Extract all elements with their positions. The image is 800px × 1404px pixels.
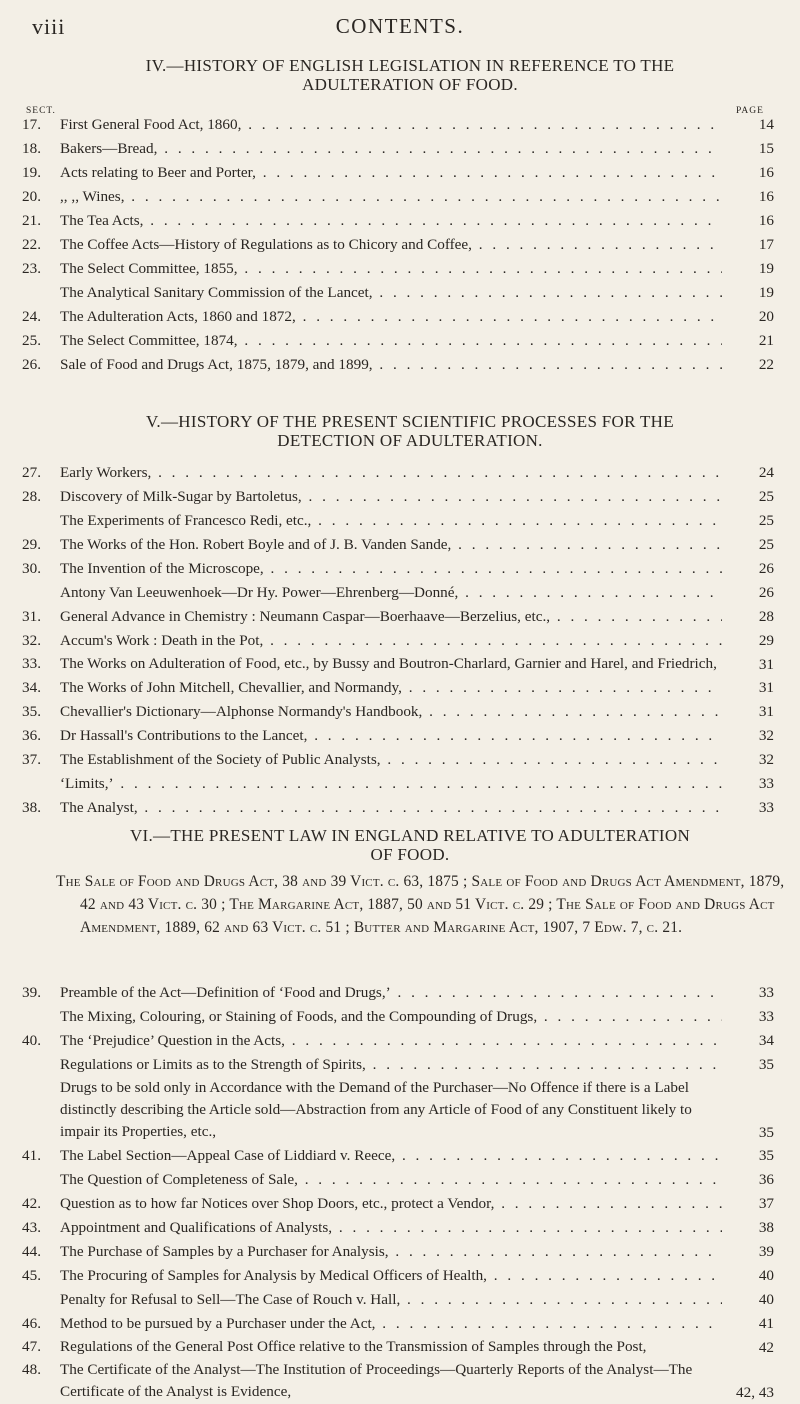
entry-title: Bakers—Bread, . . . bbox=[60, 137, 722, 161]
entry-page-number: 21 bbox=[758, 332, 774, 349]
entry-section-number: 22. bbox=[22, 236, 41, 253]
entry-title: The Invention of the Microscope, . . . bbox=[60, 557, 722, 581]
statutes-paragraph: The Sale of Food and Drugs Act, 38 and 39 Vict. c. 63, 1875 ; Sale of Food and Drugs Act Amendment, 1879, 42 and 43 Vict. c. 30 ; The Margarine Act, 1887, 50 and 51 Vict. c. 29 ; The Sale of Food and Drugs Act Amendment, 1889, 62 and 63 Vict. c. 51 ; Butter and Margarine Act, 1907, 7 Edw. 7, c. 21. bbox=[56, 873, 785, 936]
entry-title: The Adulteration Acts, 1860 and 1872, . . . bbox=[60, 305, 722, 329]
entry-title: ‘Limits,’ . . . bbox=[60, 772, 722, 796]
entry-page-number: 42, 43 bbox=[736, 1384, 774, 1401]
section-6-entries bbox=[22, 981, 782, 1404]
entry-page-number: 26 bbox=[758, 584, 774, 601]
entry-section-number: 45. bbox=[22, 1267, 41, 1284]
entry-page-number: 32 bbox=[758, 727, 774, 744]
toc-entry bbox=[22, 1168, 782, 1192]
entry-page-number: 16 bbox=[758, 164, 774, 181]
entry-title: Regulations of the General Post Office relative to the Transmission of Samples through the Post, bbox=[60, 1338, 647, 1355]
entry-title: ,, ,, Wines, . . . bbox=[60, 185, 722, 209]
toc-entry bbox=[22, 485, 782, 509]
entry-title: The Analytical Sanitary Commission of the Lancet, . . . bbox=[60, 281, 722, 305]
entry-section-number: 48. bbox=[22, 1361, 41, 1378]
entry-title: The Works of John Mitchell, Chevallier, and Normandy, . . . bbox=[60, 676, 722, 700]
entry-section-number: 31. bbox=[22, 608, 41, 625]
entry-title: The Label Section—Appeal Case of Liddiard v. Reece, . . . bbox=[60, 1144, 722, 1168]
entry-title: The Works of the Hon. Robert Boyle and of J. B. Vanden Sande, . . . bbox=[60, 533, 722, 557]
entry-page-number: 19 bbox=[758, 260, 774, 277]
page-number: viii bbox=[32, 14, 66, 39]
entry-section-number: 25. bbox=[22, 332, 41, 349]
entry-page-number: 25 bbox=[758, 488, 774, 505]
entry-title: Early Workers, . . . bbox=[60, 461, 722, 485]
toc-entry bbox=[22, 1264, 782, 1288]
section-5-title bbox=[40, 412, 780, 450]
entry-page-number: 31 bbox=[758, 679, 774, 696]
toc-entry bbox=[22, 329, 782, 353]
toc-entry bbox=[22, 113, 782, 137]
toc-entry bbox=[22, 233, 782, 257]
entry-title: The Procuring of Samples for Analysis by Medical Officers of Health, . . . bbox=[60, 1264, 722, 1288]
entry-title: The Coffee Acts—History of Regulations as to Chicory and Coffee, . . . bbox=[60, 233, 722, 257]
entry-section-number: 23. bbox=[22, 260, 41, 277]
entry-page-number: 29 bbox=[758, 632, 774, 649]
entry-section-number: 34. bbox=[22, 679, 41, 696]
entry-page-number: 35 bbox=[758, 1124, 774, 1141]
toc-entry bbox=[22, 1029, 782, 1053]
entry-title: The Analyst, . . . bbox=[60, 796, 722, 820]
toc-entry bbox=[22, 209, 782, 233]
entry-section-number: 26. bbox=[22, 356, 41, 373]
section-4-heading: IV.—HISTORY OF ENGLISH LEGISLATION IN REFERENCE TO THE bbox=[145, 56, 675, 75]
toc-entry bbox=[22, 629, 782, 653]
toc-entry bbox=[22, 557, 782, 581]
entry-title: The Works on Adulteration of Food, etc., by Bussy and Boutron-Charlard, Garnier and Harel, and Friedrich, bbox=[60, 655, 717, 672]
toc-entry bbox=[22, 676, 782, 700]
toc-entry bbox=[22, 137, 782, 161]
entry-section-number: 17. bbox=[22, 116, 41, 133]
entry-section-number: 41. bbox=[22, 1147, 41, 1164]
entry-page-number: 33 bbox=[758, 1008, 774, 1025]
entry-title: The Select Committee, 1855, . . . bbox=[60, 257, 722, 281]
toc-entry bbox=[22, 1216, 782, 1240]
entry-title: Method to be pursued by a Purchaser under the Act, . . . bbox=[60, 1312, 722, 1336]
entry-title: The Tea Acts, . . . bbox=[60, 209, 722, 233]
toc-entry bbox=[22, 1144, 782, 1168]
entry-section-number: 38. bbox=[22, 799, 41, 816]
entry-title: The Mixing, Colouring, or Staining of Foods, and the Compounding of Drugs, . . . bbox=[60, 1005, 722, 1029]
toc-entry bbox=[22, 1053, 782, 1077]
entry-page-number: 20 bbox=[758, 308, 774, 325]
section-6-title bbox=[40, 826, 780, 864]
entry-section-number: 29. bbox=[22, 536, 41, 553]
entry-section-number: 28. bbox=[22, 488, 41, 505]
toc-entry bbox=[22, 1359, 782, 1404]
toc-entry bbox=[22, 605, 782, 629]
entry-page-number: 38 bbox=[758, 1219, 774, 1236]
entry-section-number: 27. bbox=[22, 464, 41, 481]
entry-page-number: 33 bbox=[758, 799, 774, 816]
toc-entry bbox=[22, 257, 782, 281]
page-column-label: PAGE bbox=[736, 106, 764, 116]
toc-entry bbox=[22, 1240, 782, 1264]
entry-page-number: 14 bbox=[758, 116, 774, 133]
entry-title: Appointment and Qualifications of Analysts, . . . bbox=[60, 1216, 722, 1240]
entry-page-number: 31 bbox=[758, 703, 774, 720]
toc-entry bbox=[22, 509, 782, 533]
entry-page-number: 19 bbox=[758, 284, 774, 301]
entry-page-number: 25 bbox=[758, 512, 774, 529]
entry-page-number: 16 bbox=[758, 212, 774, 229]
toc-entry bbox=[22, 533, 782, 557]
entry-page-number: 31 bbox=[758, 656, 774, 673]
entry-section-number: 33. bbox=[22, 655, 41, 672]
toc-entry bbox=[22, 581, 782, 605]
section-5-subheading: DETECTION OF ADULTERATION. bbox=[277, 431, 543, 450]
entry-section-number: 44. bbox=[22, 1243, 41, 1260]
entry-section-number: 42. bbox=[22, 1195, 41, 1212]
entry-section-number: 43. bbox=[22, 1219, 41, 1236]
toc-entry bbox=[22, 353, 782, 377]
toc-entry bbox=[22, 1288, 782, 1312]
entry-section-number: 30. bbox=[22, 560, 41, 577]
running-title: CONTENTS. bbox=[335, 14, 465, 38]
toc-entry bbox=[22, 461, 782, 485]
entry-title: Acts relating to Beer and Porter, . . . bbox=[60, 161, 722, 185]
sect-column-label: SECT. bbox=[26, 106, 56, 116]
entry-title: Penalty for Refusal to Sell—The Case of Rouch v. Hall, . . . bbox=[60, 1288, 722, 1312]
entry-page-number: 24 bbox=[758, 464, 774, 481]
entry-title: Dr Hassall's Contributions to the Lancet, . . . bbox=[60, 724, 722, 748]
entry-page-number: 33 bbox=[758, 984, 774, 1001]
entry-page-number: 15 bbox=[758, 140, 774, 157]
entry-page-number: 32 bbox=[758, 751, 774, 768]
toc-entry bbox=[22, 653, 782, 676]
entry-section-number: 21. bbox=[22, 212, 41, 229]
section-6-subheading: OF FOOD. bbox=[370, 845, 450, 864]
entry-page-number: 17 bbox=[758, 236, 774, 253]
entry-page-number: 39 bbox=[758, 1243, 774, 1260]
entry-section-number: 24. bbox=[22, 308, 41, 325]
toc-entry bbox=[22, 700, 782, 724]
toc-entry bbox=[22, 281, 782, 305]
section-4-subheading: ADULTERATION OF FOOD. bbox=[302, 75, 518, 94]
section-4-entries bbox=[22, 113, 782, 377]
entry-title: The Select Committee, 1874, . . . bbox=[60, 329, 722, 353]
entry-page-number: 42 bbox=[758, 1339, 774, 1356]
entry-page-number: 16 bbox=[758, 188, 774, 205]
toc-entry bbox=[22, 1005, 782, 1029]
entry-title: Chevallier's Dictionary—Alphonse Normandy's Handbook, . . . bbox=[60, 700, 722, 724]
toc-entry bbox=[22, 305, 782, 329]
entry-title: The ‘Prejudice’ Question in the Acts, . . . bbox=[60, 1029, 722, 1053]
entry-title: Question as to how far Notices over Shop Doors, etc., protect a Vendor, . . . bbox=[60, 1192, 722, 1216]
toc-entry bbox=[22, 1312, 782, 1336]
entry-page-number: 34 bbox=[758, 1032, 774, 1049]
toc-entry bbox=[22, 1192, 782, 1216]
entry-title: The Establishment of the Society of Public Analysts, . . . bbox=[60, 748, 722, 772]
entry-title: Drugs to be sold only in Accordance with the Demand of the Purchaser—No Offence if there is a Label distinctly describing the Article sold—Abstraction from any Article of Food of any Constituent likely to impair its Properties, etc., bbox=[60, 1079, 692, 1140]
entry-title: The Purchase of Samples by a Purchaser for Analysis, . . . bbox=[60, 1240, 722, 1264]
entry-title: Preamble of the Act—Definition of ‘Food and Drugs,’ . . . bbox=[60, 981, 722, 1005]
entry-title: The Experiments of Francesco Redi, etc., . . . bbox=[60, 509, 722, 533]
entry-section-number: 35. bbox=[22, 703, 41, 720]
entry-section-number: 37. bbox=[22, 751, 41, 768]
entry-title: Antony Van Leeuwenhoek—Dr Hy. Power—Ehrenberg—Donné, . . . bbox=[60, 581, 722, 605]
entry-section-number: 19. bbox=[22, 164, 41, 181]
entry-section-number: 20. bbox=[22, 188, 41, 205]
entry-page-number: 33 bbox=[758, 775, 774, 792]
section-4-title bbox=[40, 56, 780, 94]
entry-page-number: 22 bbox=[758, 356, 774, 373]
entry-page-number: 25 bbox=[758, 536, 774, 553]
entry-section-number: 47. bbox=[22, 1338, 41, 1355]
section-6-heading: VI.—THE PRESENT LAW IN ENGLAND RELATIVE TO ADULTERATION bbox=[129, 826, 691, 845]
entry-title: The Certificate of the Analyst—The Institution of Proceedings—Quarterly Reports of the Analyst—The Certificate of the Analyst is Evidence, bbox=[60, 1361, 693, 1400]
toc-entry bbox=[22, 724, 782, 748]
entry-page-number: 26 bbox=[758, 560, 774, 577]
entry-section-number: 32. bbox=[22, 632, 41, 649]
entry-section-number: 36. bbox=[22, 727, 41, 744]
entry-title: Discovery of Milk-Sugar by Bartoletus, . . . bbox=[60, 485, 722, 509]
toc-entry bbox=[22, 161, 782, 185]
entry-title: Accum's Work : Death in the Pot, . . . bbox=[60, 629, 722, 653]
entry-page-number: 41 bbox=[758, 1315, 774, 1332]
entry-title: The Question of Completeness of Sale, . . . bbox=[60, 1168, 722, 1192]
entry-title: Regulations or Limits as to the Strength of Spirits, . . . bbox=[60, 1053, 722, 1077]
toc-entry bbox=[22, 1077, 782, 1144]
entry-page-number: 36 bbox=[758, 1171, 774, 1188]
toc-entry bbox=[22, 981, 782, 1005]
section-5-heading: V.—HISTORY OF THE PRESENT SCIENTIFIC PROCESSES FOR THE bbox=[146, 412, 674, 431]
section-5-entries bbox=[22, 461, 782, 820]
toc-entry bbox=[22, 748, 782, 772]
entry-section-number: 40. bbox=[22, 1032, 41, 1049]
entry-title: First General Food Act, 1860, . . . bbox=[60, 113, 722, 137]
running-head bbox=[0, 8, 800, 48]
entry-section-number: 18. bbox=[22, 140, 41, 157]
entry-page-number: 37 bbox=[758, 1195, 774, 1212]
entry-title: Sale of Food and Drugs Act, 1875, 1879, and 1899, . . . bbox=[60, 353, 722, 377]
entry-page-number: 40 bbox=[758, 1291, 774, 1308]
entry-page-number: 35 bbox=[758, 1147, 774, 1164]
toc-entry bbox=[22, 1336, 782, 1359]
entry-section-number: 46. bbox=[22, 1315, 41, 1332]
toc-entry bbox=[22, 185, 782, 209]
entry-title: General Advance in Chemistry : Neumann Caspar—Boerhaave—Berzelius, etc., . . . bbox=[60, 605, 722, 629]
toc-entry bbox=[22, 772, 782, 796]
toc-entry bbox=[22, 796, 782, 820]
entry-section-number: 39. bbox=[22, 984, 41, 1001]
entry-page-number: 35 bbox=[758, 1056, 774, 1073]
entry-page-number: 28 bbox=[758, 608, 774, 625]
entry-page-number: 40 bbox=[758, 1267, 774, 1284]
